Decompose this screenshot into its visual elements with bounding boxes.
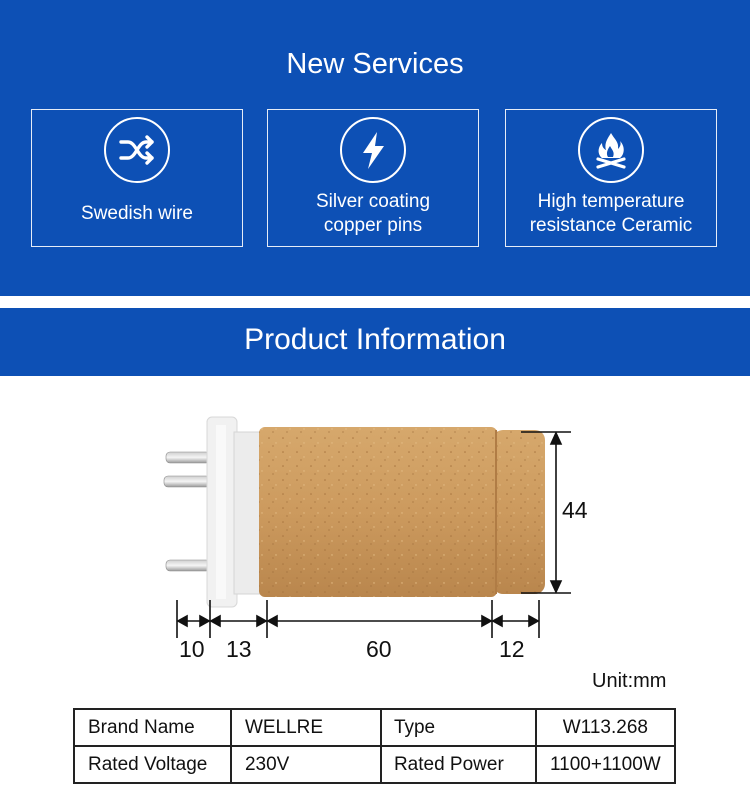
ceramic-flange (207, 417, 262, 607)
heating-element-diagram (150, 395, 600, 675)
dimension-height-label: 44 (562, 497, 588, 523)
service-card-swedish-wire (31, 109, 243, 247)
dimension-label-10: 10 (179, 636, 205, 662)
services-banner (0, 0, 750, 296)
type-label: Type (381, 709, 536, 746)
brand-name-value: WELLRE (231, 709, 381, 746)
fire-icon (578, 117, 644, 183)
rated-voltage-label: Rated Voltage (74, 746, 231, 783)
brand-name-label: Brand Name (74, 709, 231, 746)
services-title: New Services (286, 48, 464, 80)
product-info-banner (0, 308, 750, 376)
service-card-ceramic (505, 109, 717, 247)
dimension-label-13: 13 (226, 636, 252, 662)
unit-label: Unit:mm (592, 670, 667, 692)
table-row (74, 746, 675, 783)
dimension-label-12: 12 (499, 636, 525, 662)
service-card-label: Swedish wire (81, 203, 193, 224)
service-card-silver-pins (267, 109, 479, 247)
lightning-icon (340, 117, 406, 183)
copper-pins (164, 452, 210, 571)
shuffle-icon (104, 117, 170, 183)
service-card-label-line2: resistance Ceramic (529, 215, 693, 236)
type-value: W113.268 (536, 709, 675, 746)
rated-voltage-value: 230V (231, 746, 381, 783)
rated-power-label: Rated Power (381, 746, 536, 783)
ceramic-body (259, 427, 545, 597)
section-divider (0, 296, 750, 308)
rated-power-value: 1100+1100W (536, 746, 675, 783)
service-card-label-line1: Silver coating (315, 191, 431, 212)
dimension-label-60: 60 (366, 636, 392, 662)
table-row (74, 709, 675, 746)
service-card-label-line1: High temperature (537, 191, 685, 212)
product-info-title: Product Information (244, 323, 506, 356)
spec-table (73, 708, 676, 784)
service-card-label-line2: copper pins (323, 215, 423, 236)
